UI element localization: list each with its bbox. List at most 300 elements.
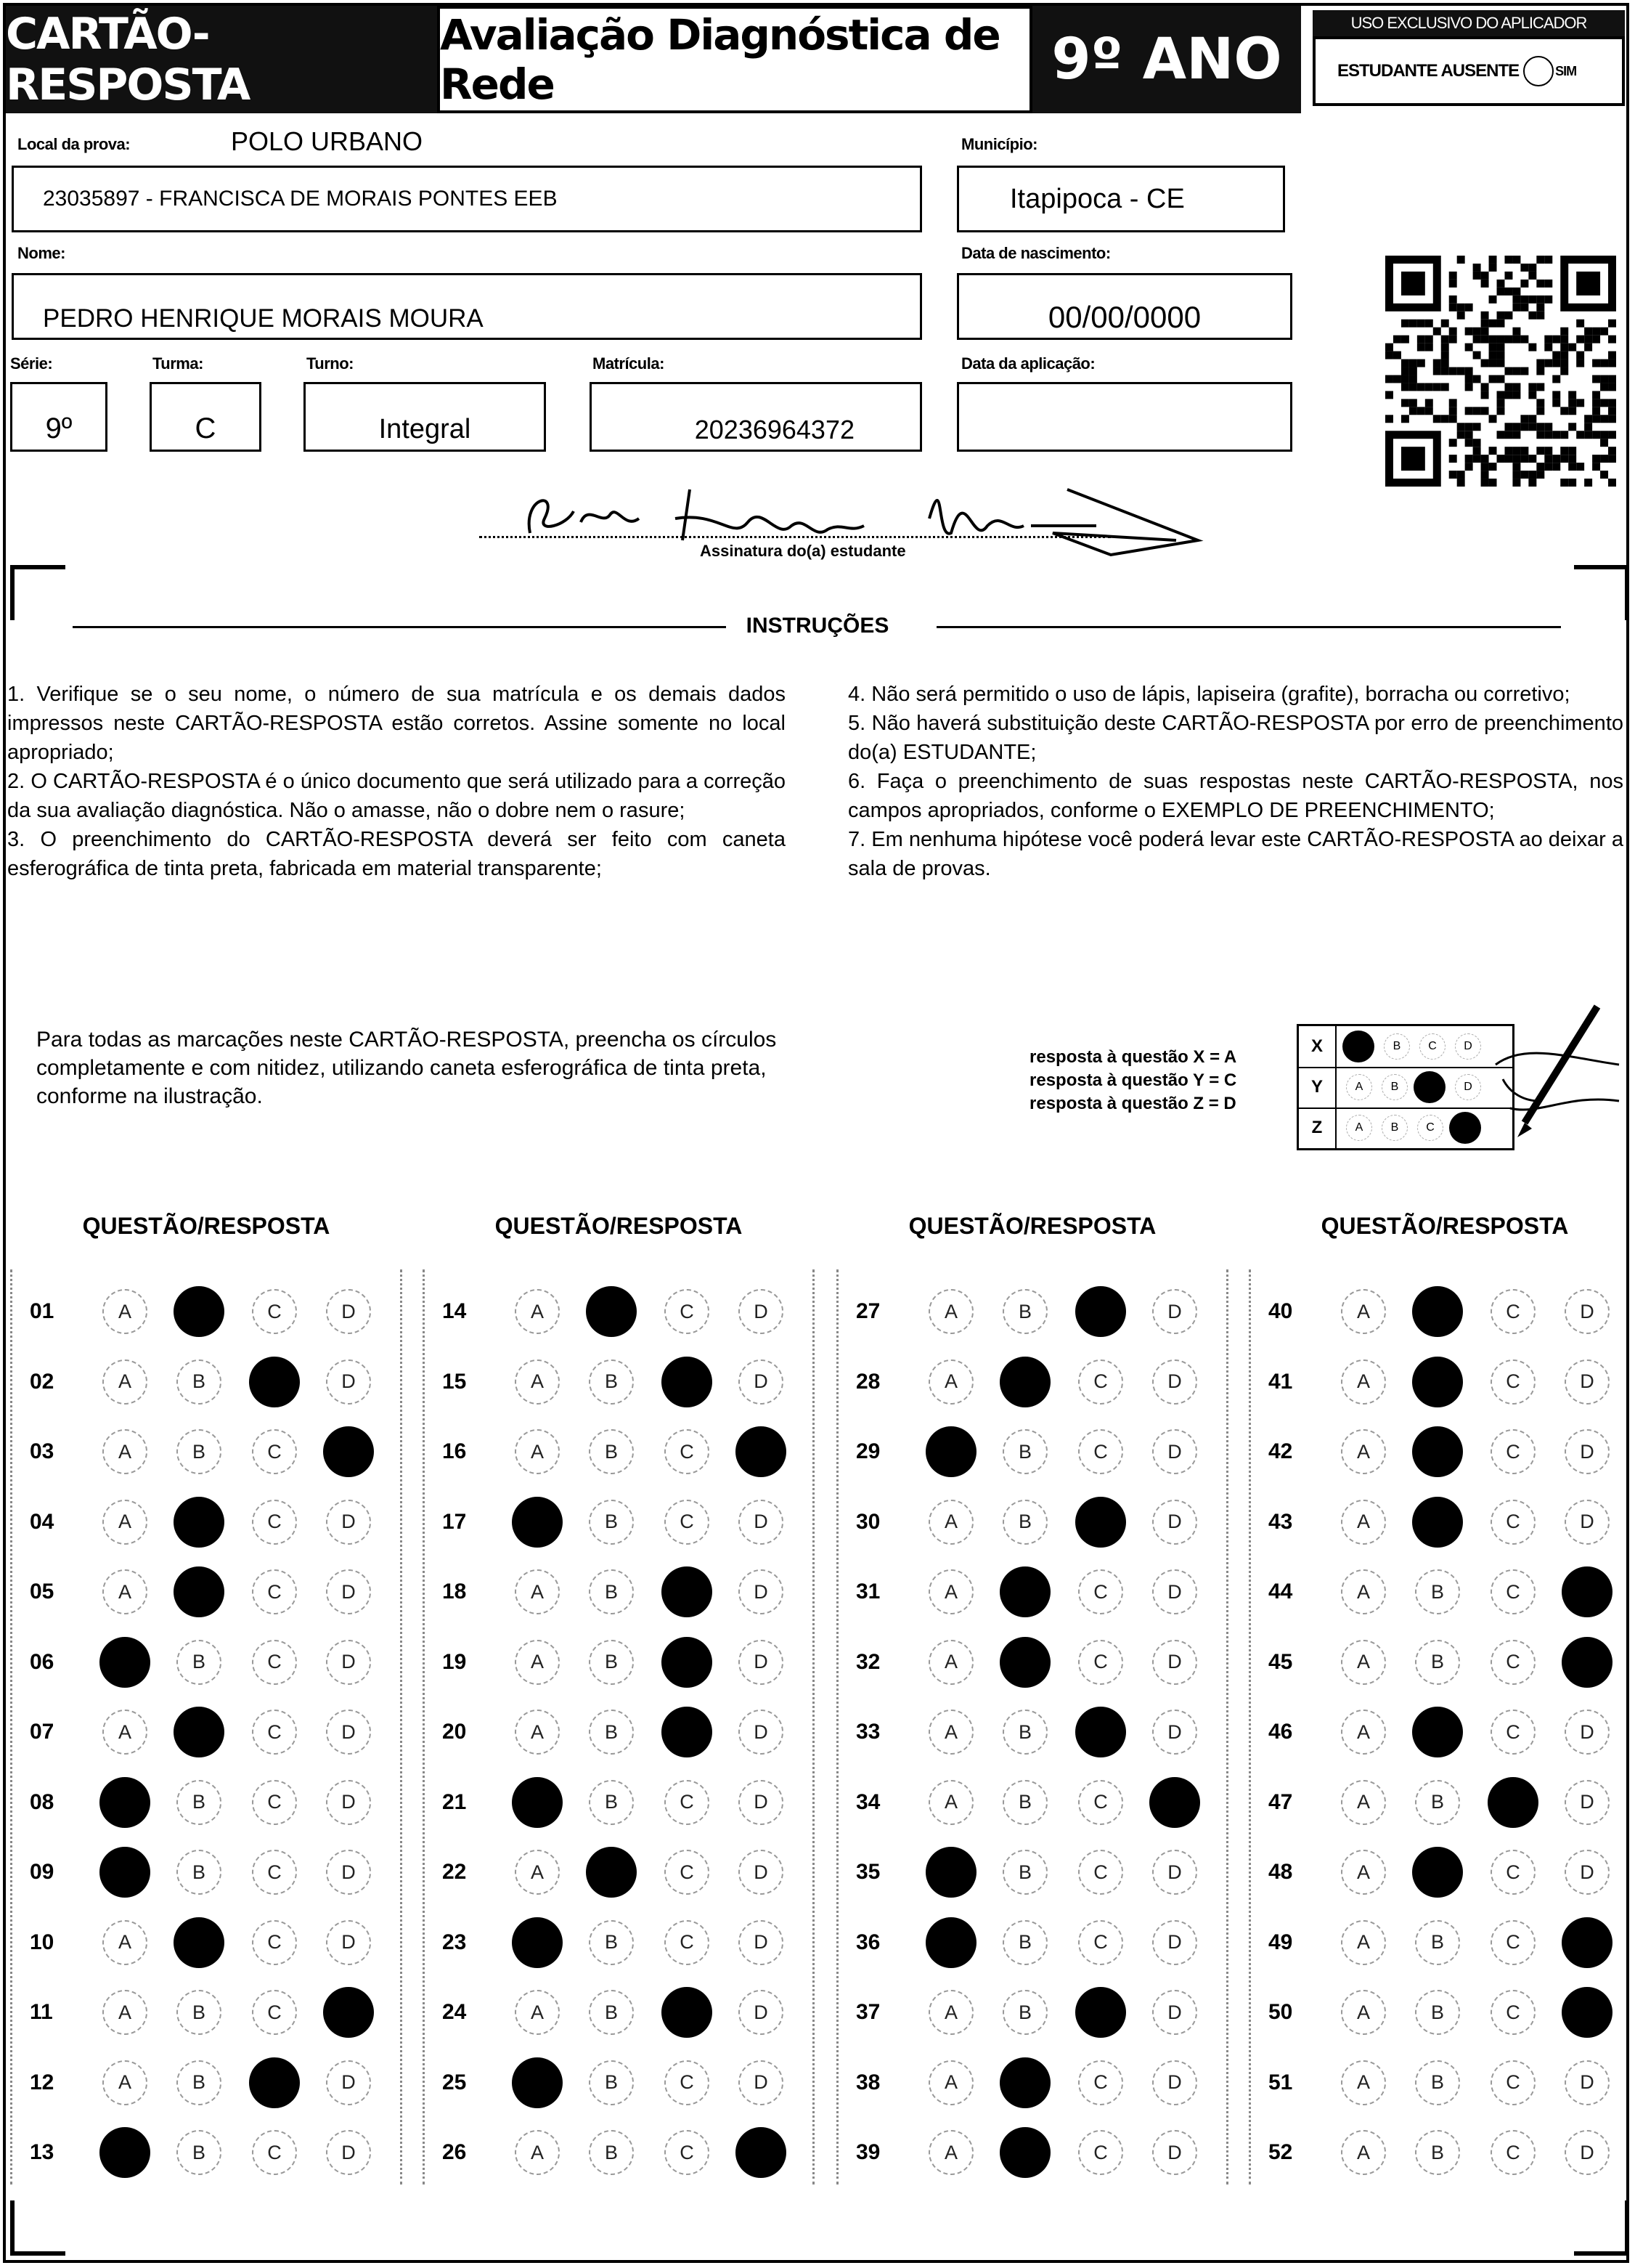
answer-bubble-b[interactable]: B [589,1640,634,1685]
answers-column [423,1269,815,2184]
answer-bubble-c[interactable]: C [252,1569,297,1614]
answer-bubble-b[interactable]: B [176,1429,221,1474]
answer-bubble-c[interactable]: C [1491,1500,1536,1545]
question-number: 18 [442,1580,467,1604]
answer-row [839,2048,1231,2118]
matricula-value: 20236964372 [694,415,855,444]
answer-bubble-d[interactable]: D [326,1500,371,1545]
answer-bubble-a[interactable]: A [929,1569,974,1614]
answer-bubble-a[interactable]: A [1341,1289,1386,1334]
answer-bubble-a[interactable]: A [102,2060,147,2105]
answer-bubble-d[interactable]: D [738,2060,783,2105]
answer-bubble-c[interactable]: C [664,1850,709,1895]
answer-bubble-c[interactable]: C [1491,1850,1536,1895]
answer-bubble-c[interactable]: C [1078,1429,1123,1474]
answer-bubble-b[interactable]: B [1003,1500,1048,1545]
serie-value: 9º [45,412,73,444]
answer-bubble-c[interactable]: C [664,2130,709,2175]
answer-bubble-b[interactable]: B [1415,1990,1460,2035]
answer-row [12,1487,404,1557]
answer-bubble-b[interactable]: B [1415,1780,1460,1825]
answer-bubble-b[interactable]: B [176,1990,221,2035]
answer-bubble-c[interactable]: C [1491,2130,1536,2175]
answer-bubble-d[interactable]: D [738,1500,783,1545]
question-number: 24 [442,2000,467,2024]
answer-bubble-c[interactable]: C [1078,1920,1123,1965]
answer-bubble-d[interactable]: D [1152,1289,1197,1334]
answer-bubble-b[interactable]: B [1003,1920,1048,1965]
answer-bubble-d[interactable]: D [1152,1920,1197,1965]
answer-bubble-a[interactable] [99,1637,150,1688]
answer-bubble-c[interactable]: C [252,1990,297,2035]
answer-bubble-d[interactable]: D [326,1569,371,1614]
answer-row [1251,1837,1635,1907]
answer-bubble-d[interactable] [735,1426,786,1477]
answer-bubble-c[interactable]: C [1491,1289,1536,1334]
instruction-item: 3. O preenchimento do CARTÃO-RESPOSTA deverá ser feito com caneta esferográfica de tinta preta, fabricada em material transparente; [7,828,786,880]
answer-bubble-b[interactable]: B [176,1780,221,1825]
answer-bubble-b[interactable]: B [1003,1990,1048,2035]
answer-bubble-a[interactable]: A [515,1990,560,2035]
answer-row [425,1347,817,1417]
instructions-title: INSTRUÇÕES [746,614,889,638]
answer-bubble-b[interactable]: B [1415,2130,1460,2175]
answer-bubble-c[interactable]: C [1491,1710,1536,1755]
answer-bubble-d[interactable]: D [326,1640,371,1685]
answer-bubble-d[interactable]: D [1152,1850,1197,1895]
answer-bubble-d[interactable]: D [738,1710,783,1755]
answer-bubble-d[interactable] [323,1426,374,1477]
nascimento-value: 00/00/0000 [1048,300,1202,334]
question-number: 16 [442,1439,467,1463]
answer-bubble-b[interactable]: B [176,2060,221,2105]
answer-row [12,1908,404,1978]
answer-bubble-b[interactable]: B [1415,1920,1460,1965]
answer-bubble-d[interactable]: D [1565,2060,1610,2105]
example-bubble: A [1346,1074,1372,1100]
answer-bubble-a[interactable]: A [929,2130,974,2175]
answer-bubble-c[interactable] [1075,1286,1126,1337]
answer-bubble-c[interactable]: C [1491,1920,1536,1965]
answer-bubble-b[interactable]: B [589,1780,634,1825]
answer-bubble-b[interactable]: B [589,1710,634,1755]
answer-bubble-c[interactable]: C [252,1850,297,1895]
answer-bubble-a[interactable] [99,1777,150,1828]
answer-bubble-b[interactable]: B [176,2130,221,2175]
answer-bubble-a[interactable] [512,1777,563,1828]
answer-bubble-d[interactable]: D [326,1850,371,1895]
answer-bubble-c[interactable]: C [1491,2060,1536,2105]
answer-bubble-c[interactable]: C [664,2060,709,2105]
instruction-item: 6. Faça o preenchimento de suas respostas neste CARTÃO-RESPOSTA, nos campos apropriados, conforme o EXEMPLO DE PREENCHIMENTO; [848,770,1623,822]
answer-bubble-a[interactable]: A [102,1359,147,1405]
question-number: 01 [30,1299,54,1323]
answer-bubble-d[interactable]: D [1152,1569,1197,1614]
answer-bubble-a[interactable] [926,1426,976,1477]
answer-bubble-b[interactable]: B [176,1359,221,1405]
answer-bubble-d[interactable]: D [326,1359,371,1405]
answer-bubble-a[interactable]: A [1341,1429,1386,1474]
answer-row [1251,1417,1635,1487]
answer-bubble-c[interactable]: C [252,2130,297,2175]
answer-bubble-a[interactable]: A [102,1710,147,1755]
answer-bubble-b[interactable]: B [1003,1710,1048,1755]
example-bubble: D [1455,1033,1481,1060]
answer-bubble-a[interactable]: A [1341,1640,1386,1685]
answer-bubble-a[interactable]: A [1341,1500,1386,1545]
answer-bubble-a[interactable]: A [1341,1569,1386,1614]
answer-bubble-a[interactable]: A [929,1640,974,1685]
answer-bubble-a[interactable]: A [515,1289,560,1334]
example-bubble: B [1382,1074,1408,1100]
answer-row [12,1417,404,1487]
answer-bubble-a[interactable]: A [515,1569,560,1614]
question-number: 49 [1268,1930,1293,1954]
answer-bubble-b[interactable]: B [589,1429,634,1474]
answer-bubble-a[interactable]: A [929,1359,974,1405]
answer-bubble-c[interactable] [1488,1777,1538,1828]
answer-bubble-c[interactable]: C [1491,1569,1536,1614]
answer-bubble-d[interactable]: D [326,1710,371,1755]
answer-bubble-b[interactable] [174,1917,224,1968]
answer-bubble-a[interactable]: A [102,1289,147,1334]
answer-bubble-b[interactable]: B [1003,1850,1048,1895]
answer-bubble-b[interactable]: B [1003,1429,1048,1474]
answer-bubble-b[interactable] [1000,1637,1051,1688]
answer-row [12,1697,404,1767]
answer-bubble-a[interactable]: A [1341,1920,1386,1965]
answer-bubble-c[interactable]: C [252,1710,297,1755]
answer-bubble-b[interactable] [1412,1357,1463,1407]
answer-bubble-a[interactable]: A [929,1710,974,1755]
question-number: 39 [856,2140,881,2164]
answer-row [425,1768,817,1837]
answer-bubble-b[interactable] [586,1286,637,1337]
question-number: 07 [30,1720,54,1744]
answer-bubble-d[interactable] [1562,1566,1612,1617]
nome-field [12,273,922,340]
answer-bubble-c[interactable] [249,2057,300,2108]
answer-bubble-b[interactable]: B [1003,1780,1048,1825]
answer-row [12,2118,404,2187]
answer-bubble-d[interactable]: D [1152,1990,1197,2035]
answer-bubble-b[interactable] [1412,1497,1463,1548]
question-number: 11 [30,2000,53,2024]
answer-row [839,1697,1231,1767]
question-number: 29 [856,1439,881,1463]
answer-bubble-c[interactable]: C [664,1429,709,1474]
answer-bubble-c[interactable] [1075,1987,1126,2038]
turno-value: Integral [378,414,471,444]
answer-bubble-a[interactable]: A [515,1850,560,1895]
absent-checkbox[interactable] [1523,56,1554,86]
answer-bubble-d[interactable]: D [1152,1640,1197,1685]
question-number: 43 [1268,1509,1293,1534]
answer-bubble-a[interactable]: A [1341,1710,1386,1755]
answer-bubble-c[interactable]: C [1078,1640,1123,1685]
answer-row [1251,1627,1635,1697]
answer-bubble-b[interactable] [174,1286,224,1337]
answer-bubble-a[interactable]: A [102,1920,147,1965]
answer-bubble-c[interactable] [661,1987,712,2038]
answer-bubble-d[interactable]: D [1565,1359,1610,1405]
answer-bubble-b[interactable] [174,1707,224,1757]
answer-row [425,1908,817,1978]
answer-bubble-d[interactable] [1562,1987,1612,2038]
answer-bubble-d[interactable]: D [738,1850,783,1895]
answer-bubble-a[interactable] [99,2127,150,2178]
answer-bubble-c[interactable]: C [252,1640,297,1685]
answer-bubble-c[interactable]: C [252,1429,297,1474]
answer-bubble-d[interactable]: D [1152,2060,1197,2105]
answer-bubble-c[interactable]: C [252,1289,297,1334]
answer-bubble-d[interactable]: D [1565,1780,1610,1825]
answer-bubble-a[interactable]: A [929,1780,974,1825]
question-number: 50 [1268,2000,1293,2024]
municipio-field [957,166,1285,232]
answer-bubble-b[interactable] [1412,1286,1463,1337]
answer-bubble-d[interactable]: D [326,1780,371,1825]
answer-bubble-d[interactable]: D [738,1569,783,1614]
answer-bubble-c[interactable]: C [1491,1429,1536,1474]
answer-bubble-d[interactable]: D [738,1359,783,1405]
fill-note: Para todas as marcações neste CARTÃO-RESPOSTA, preencha os círculos completamente e com nitidez, utilizando caneta esferográfica de tinta preta, conforme na ilustração. [36,1028,777,1108]
matricula-label: Matrícula: [592,354,664,373]
answer-row [1251,1908,1635,1978]
answer-bubble-a[interactable] [512,1497,563,1548]
answer-bubble-a[interactable] [512,1917,563,1968]
answer-bubble-c[interactable]: C [1078,1359,1123,1405]
instruction-item: 7. Em nenhuma hipótese você poderá levar este CARTÃO-RESPOSTA ao deixar a sala de provas. [848,828,1623,880]
answer-bubble-d[interactable]: D [1565,1500,1610,1545]
answer-bubble-d[interactable]: D [738,1780,783,1825]
answer-bubble-b[interactable]: B [1415,2060,1460,2105]
question-number: 27 [856,1299,881,1323]
answer-bubble-b[interactable]: B [589,1500,634,1545]
answer-row [1251,2048,1635,2118]
answer-bubble-b[interactable]: B [589,1920,634,1965]
answer-row [839,1837,1231,1907]
answer-bubble-d[interactable]: D [326,1920,371,1965]
answer-row [425,1487,817,1557]
answer-bubble-a[interactable]: A [515,1429,560,1474]
answer-bubble-b[interactable]: B [1415,1640,1460,1685]
answer-bubble-b[interactable] [1412,1426,1463,1477]
answer-bubble-c[interactable]: C [1078,1569,1123,1614]
answer-bubble-b[interactable]: B [176,1850,221,1895]
answer-bubble-a[interactable]: A [1341,2130,1386,2175]
instruction-item: 5. Não haverá substituição deste CARTÃO-RESPOSTA por erro de preenchimento do(a) ESTUDANTE; [848,712,1623,764]
answer-bubble-b[interactable] [174,1566,224,1617]
answer-bubble-b[interactable] [1000,1566,1051,1617]
answer-bubble-a[interactable]: A [515,1359,560,1405]
answer-bubble-c[interactable]: C [1078,1850,1123,1895]
answer-bubble-b[interactable] [586,1847,637,1898]
question-number: 38 [856,2070,881,2094]
answer-bubble-c[interactable]: C [1078,1780,1123,1825]
question-number: 03 [30,1439,54,1463]
serie-label: Série: [10,354,53,373]
answer-bubble-c[interactable]: C [252,1500,297,1545]
matricula-field [590,382,922,452]
answer-bubble-a[interactable]: A [1341,1359,1386,1405]
question-number: 44 [1268,1580,1293,1604]
answer-bubble-a[interactable]: A [929,1990,974,2035]
answer-row [425,1627,817,1697]
example-bubble [1449,1112,1481,1144]
answer-bubble-d[interactable]: D [738,1990,783,2035]
answer-bubble-d[interactable]: D [1152,1429,1197,1474]
answer-bubble-a[interactable]: A [1341,1990,1386,2035]
answer-bubble-d[interactable] [1149,1777,1200,1828]
answers-column [10,1269,402,2184]
answer-row [425,2048,817,2118]
answer-bubble-d[interactable]: D [1565,2130,1610,2175]
answer-row [839,1487,1231,1557]
answer-row [839,1627,1231,1697]
pen-hand-icon [1481,999,1626,1145]
answer-bubble-c[interactable]: C [1491,1990,1536,2035]
answer-bubble-c[interactable]: C [1491,1640,1536,1685]
answer-bubble-c[interactable] [661,1637,712,1688]
answer-bubble-b[interactable]: B [1003,1289,1048,1334]
question-number: 05 [30,1580,54,1604]
answer-bubble-d[interactable]: D [326,2130,371,2175]
answer-bubble-d[interactable]: D [1565,1429,1610,1474]
answer-bubble-a[interactable]: A [929,2060,974,2105]
answer-bubble-c[interactable]: C [1078,2060,1123,2105]
answer-bubble-c[interactable]: C [664,1500,709,1545]
question-number: 08 [30,1789,54,1814]
answer-bubble-c[interactable]: C [664,1920,709,1965]
example-row-label: X [1299,1026,1337,1067]
example-bubble: C [1417,1115,1443,1141]
answer-bubble-d[interactable]: D [326,2060,371,2105]
example-legend: resposta à questão X = A [1029,1047,1237,1067]
question-number: 30 [856,1509,881,1534]
instruction-item: 4. Não será permitido o uso de lápis, lapiseira (grafite), borracha ou corretivo; [848,683,1570,706]
answer-row [12,1627,404,1697]
answer-bubble-b[interactable] [1000,2057,1051,2108]
answer-bubble-a[interactable] [926,1847,976,1898]
answer-bubble-c[interactable] [661,1566,712,1617]
answer-bubble-b[interactable] [1000,2127,1051,2178]
answer-bubble-c[interactable] [249,1357,300,1407]
question-number: 32 [856,1649,881,1674]
question-number: 36 [856,1930,881,1954]
answer-bubble-c[interactable]: C [664,1289,709,1334]
sim-label: SIM [1555,63,1577,78]
answer-row [1251,1697,1635,1767]
answer-bubble-a[interactable]: A [102,1500,147,1545]
answer-bubble-b[interactable] [1412,1707,1463,1757]
answer-bubble-b[interactable]: B [589,1359,634,1405]
exam-title: Avaliação Diagnóstica de Rede [437,6,1032,113]
answer-bubble-a[interactable]: A [102,1990,147,2035]
question-number: 02 [30,1369,54,1394]
answer-bubble-d[interactable]: D [1152,1710,1197,1755]
question-number: 28 [856,1369,881,1394]
answer-bubble-d[interactable]: D [738,1920,783,1965]
answer-bubble-a[interactable]: A [102,1569,147,1614]
answer-bubble-b[interactable]: B [589,2060,634,2105]
qr-code-icon [1385,256,1616,487]
answer-bubble-a[interactable]: A [1341,1780,1386,1825]
absent-label: ESTUDANTE AUSENTE [1337,61,1520,81]
turma-field [150,382,261,452]
answer-row [1251,1277,1635,1346]
answer-bubble-a[interactable] [99,1847,150,1898]
question-number: 45 [1268,1649,1293,1674]
answer-bubble-d[interactable]: D [738,1640,783,1685]
answer-bubble-c[interactable]: C [664,1780,709,1825]
example-bubble: C [1419,1033,1446,1060]
answer-row [839,1768,1231,1837]
answer-bubble-a[interactable]: A [1341,2060,1386,2105]
answer-bubble-c[interactable]: C [252,1780,297,1825]
answer-bubble-d[interactable]: D [1565,1710,1610,1755]
answer-bubble-d[interactable] [1562,1637,1612,1688]
answer-bubble-d[interactable] [1562,1917,1612,1968]
answer-bubble-a[interactable] [926,1917,976,1968]
answer-bubble-c[interactable]: C [252,1920,297,1965]
answer-bubble-a[interactable]: A [929,1289,974,1334]
question-number: 04 [30,1509,54,1534]
answer-bubble-d[interactable]: D [326,1289,371,1334]
answer-bubble-a[interactable]: A [1341,1850,1386,1895]
answer-bubble-b[interactable]: B [176,1640,221,1685]
question-number: 48 [1268,1860,1293,1884]
answer-bubble-d[interactable]: D [1152,1500,1197,1545]
serie-field [10,382,107,452]
answer-bubble-c[interactable] [661,1707,712,1757]
local-label: Local da prova: [17,135,131,153]
answer-bubble-a[interactable]: A [929,1500,974,1545]
answer-bubble-a[interactable]: A [515,1640,560,1685]
answer-bubble-b[interactable]: B [589,2130,634,2175]
answer-bubble-d[interactable]: D [1565,1850,1610,1895]
answer-row [1251,1347,1635,1417]
answer-bubble-a[interactable]: A [102,1429,147,1474]
answer-bubble-d[interactable]: D [1152,1359,1197,1405]
answer-bubble-c[interactable] [1075,1497,1126,1548]
answer-row [425,2118,817,2187]
answer-bubble-c[interactable] [661,1357,712,1407]
answer-bubble-b[interactable]: B [589,1569,634,1614]
answer-bubble-b[interactable] [1412,1847,1463,1898]
answer-bubble-d[interactable]: D [1152,2130,1197,2175]
answer-bubble-c[interactable]: C [1078,2130,1123,2175]
question-number: 47 [1268,1789,1293,1814]
question-number: 10 [30,1930,54,1954]
answer-bubble-c[interactable]: C [1491,1359,1536,1405]
answer-bubble-c[interactable] [1075,1707,1126,1757]
answer-bubble-a[interactable]: A [515,2130,560,2175]
answer-bubble-b[interactable]: B [589,1990,634,2035]
answer-row [1251,1978,1635,2047]
question-number: 12 [30,2070,54,2094]
answer-bubble-d[interactable]: D [738,1289,783,1334]
answer-bubble-a[interactable] [512,2057,563,2108]
answer-bubble-d[interactable]: D [1565,1289,1610,1334]
answer-bubble-d[interactable] [735,2127,786,2178]
question-number: 22 [442,1860,467,1884]
answer-bubble-a[interactable]: A [515,1710,560,1755]
answer-bubble-b[interactable] [174,1497,224,1548]
answer-bubble-b[interactable]: B [1415,1569,1460,1614]
answer-bubble-b[interactable] [1000,1357,1051,1407]
answer-bubble-d[interactable] [323,1987,374,2038]
